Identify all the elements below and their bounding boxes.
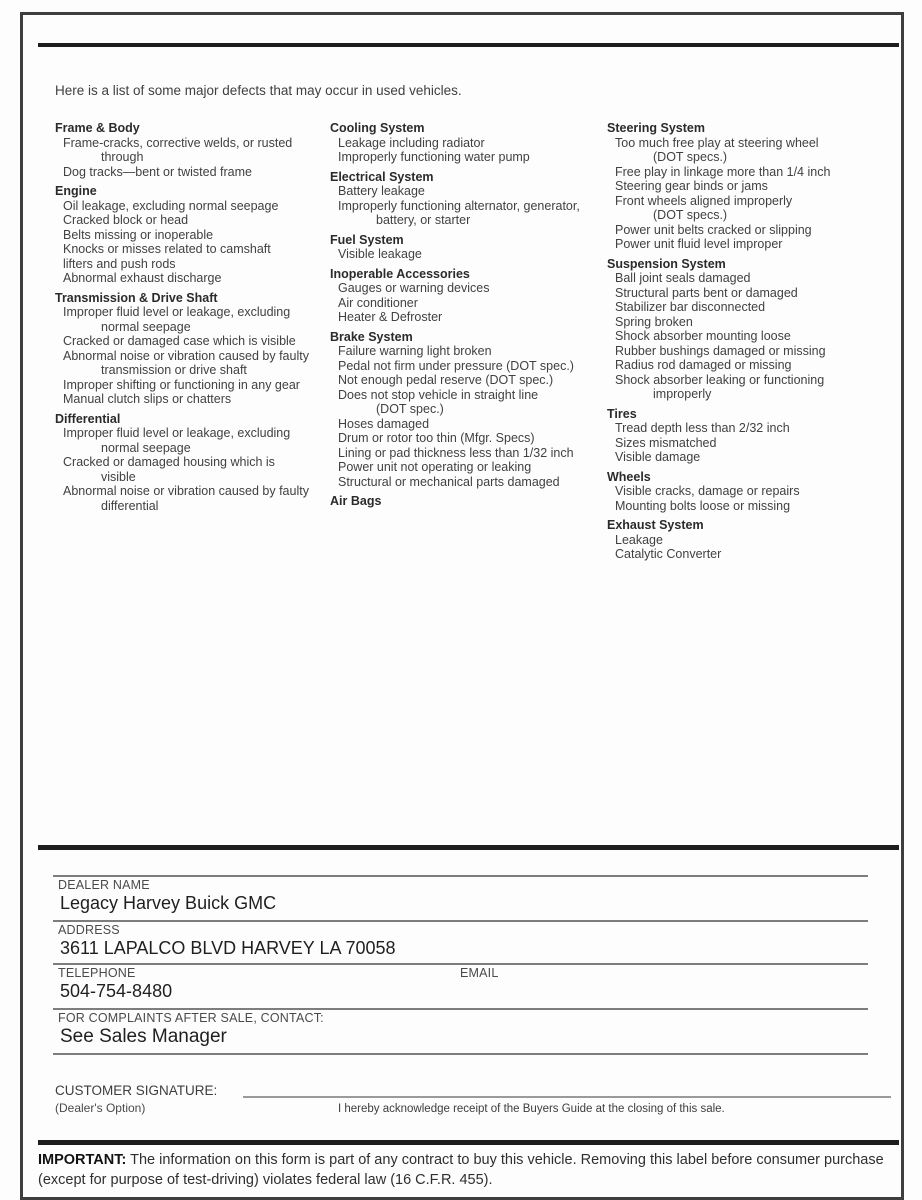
defect-item-line: Air conditioner bbox=[338, 295, 418, 310]
important-label: IMPORTANT: bbox=[38, 1152, 127, 1168]
complaints-value: See Sales Manager bbox=[60, 1026, 227, 1047]
defect-item-line: Catalytic Converter bbox=[615, 547, 722, 561]
defect-column-2 bbox=[330, 121, 607, 562]
defect-item-line: Frame-cracks, corrective welds, or rusted bbox=[63, 135, 293, 150]
defect-item-line: (DOT specs.) bbox=[653, 150, 728, 164]
defect-item-line: Lining or pad thickness less than 1/32 inch bbox=[338, 445, 574, 460]
defect-item-line: Hoses damaged bbox=[338, 416, 430, 431]
defect-item-line: Radius rod damaged or missing bbox=[615, 358, 792, 372]
defect-item-line: improperly bbox=[653, 387, 712, 401]
defect-section-heading: Inoperable Accessories bbox=[330, 266, 470, 281]
dealer-name-value: Legacy Harvey Buick GMC bbox=[60, 893, 277, 913]
defect-item-line: Improperly functioning water pump bbox=[338, 150, 530, 164]
defect-item-line: Steering gear binds or jams bbox=[615, 179, 768, 193]
defect-item-line: Power unit fluid level improper bbox=[615, 237, 783, 251]
dealer-name-field-rule bbox=[53, 875, 868, 877]
customer-signature-label: CUSTOMER SIGNATURE: bbox=[55, 1083, 218, 1098]
defect-item-line: Free play in linkage more than 1/4 inch bbox=[615, 164, 831, 179]
defect-item-line: Spring broken bbox=[615, 314, 693, 329]
defect-item-line: Cracked block or head bbox=[63, 213, 189, 227]
defect-item-line: transmission or drive shaft bbox=[101, 363, 247, 377]
defect-item-line: Shock absorber mounting loose bbox=[615, 329, 791, 343]
complaints-bottom-rule bbox=[53, 1053, 868, 1055]
complaints-field-rule bbox=[53, 1008, 868, 1010]
defect-item-line: Failure warning light broken bbox=[338, 344, 492, 358]
defect-item-line: Battery leakage bbox=[338, 184, 425, 198]
dealer-section-divider-rule bbox=[38, 845, 899, 850]
defect-item-line: Structural or mechanical parts damaged bbox=[338, 474, 560, 489]
defect-item-line: (DOT spec.) bbox=[376, 402, 444, 416]
defect-item-line: through bbox=[101, 150, 144, 164]
dealer-name-label: DEALER NAME bbox=[58, 878, 150, 892]
defect-section-heading: Engine bbox=[55, 184, 97, 198]
defect-item-line: Improper fluid level or leakage, excluding bbox=[63, 426, 291, 440]
defect-column-1 bbox=[55, 121, 330, 562]
telephone-label: TELEPHONE bbox=[58, 966, 136, 980]
dealers-option-note: (Dealer's Option) bbox=[55, 1101, 146, 1115]
address-label: ADDRESS bbox=[58, 923, 120, 937]
defect-item-line: lifters and push rods bbox=[63, 256, 176, 271]
defect-item-line: Structural parts bent or damaged bbox=[615, 285, 798, 300]
defect-item-line: Improperly functioning alternator, generator, bbox=[338, 198, 580, 213]
defect-item-line: visible bbox=[101, 469, 136, 484]
defect-item-line: Leakage including radiator bbox=[338, 135, 485, 150]
defect-item-line: Heater & Defroster bbox=[338, 310, 443, 324]
defect-item-line: Not enough pedal reserve (DOT spec.) bbox=[338, 373, 554, 387]
defect-item-line: (DOT specs.) bbox=[653, 208, 728, 222]
important-notice bbox=[38, 1150, 886, 1190]
defect-item-line: differential bbox=[101, 498, 159, 513]
defect-section-heading: Air Bags bbox=[330, 494, 382, 508]
defect-item-line: Abnormal exhaust discharge bbox=[63, 271, 222, 285]
defect-item-line: Stabilizer bar disconnected bbox=[615, 300, 766, 314]
defect-section-heading: Transmission & Drive Shaft bbox=[55, 290, 218, 305]
defect-section-heading: Tires bbox=[607, 406, 637, 421]
defect-columns bbox=[55, 121, 885, 562]
defect-section-heading: Steering System bbox=[607, 121, 705, 135]
defect-item-line: Abnormal noise or vibration caused by faulty bbox=[63, 484, 309, 498]
telephone-field-rule bbox=[53, 963, 868, 965]
address-value: 3611 LAPALCO BLVD HARVEY LA 70058 bbox=[60, 938, 396, 958]
defect-section-heading: Fuel System bbox=[330, 232, 404, 247]
top-divider-rule bbox=[38, 43, 899, 47]
defect-item-line: Tread depth less than 2/32 inch bbox=[615, 421, 790, 435]
defect-section-heading: Cooling System bbox=[330, 121, 425, 135]
complaints-label: FOR COMPLAINTS AFTER SALE, CONTACT: bbox=[58, 1011, 324, 1025]
form-page-border bbox=[20, 12, 904, 1200]
defect-item-line: Abnormal noise or vibration caused by faulty bbox=[63, 348, 309, 363]
defect-item-line: Improper shifting or functioning in any gear bbox=[63, 377, 300, 392]
footer-divider-rule bbox=[38, 1140, 899, 1145]
defect-item-line: normal seepage bbox=[101, 319, 191, 334]
important-text: The information on this form is part of any contract to buy this vehicle. Removing this label before consumer purchase (except for purpose of test-driving) violates federal law (16 C.F.R. 455). bbox=[38, 1152, 884, 1188]
customer-signature-line bbox=[243, 1096, 891, 1098]
defect-item-line: Pedal not firm under pressure (DOT spec.) bbox=[338, 358, 574, 373]
defect-item-line: Cracked or damaged case which is visible bbox=[63, 334, 296, 348]
defect-item-line: Drum or rotor too thin (Mfgr. Specs) bbox=[338, 431, 535, 445]
address-field-rule bbox=[53, 920, 868, 922]
defect-item-line: Knocks or misses related to camshaft bbox=[63, 242, 271, 256]
defect-item-line: Does not stop vehicle in straight line bbox=[338, 387, 539, 402]
defect-item-line: Power unit belts cracked or slipping bbox=[615, 222, 812, 237]
defect-item-line: Improper fluid level or leakage, excluding bbox=[63, 305, 291, 319]
defect-item-line: Gauges or warning devices bbox=[338, 281, 490, 295]
acknowledgment-text: I hereby acknowledge receipt of the Buyers Guide at the closing of this sale. bbox=[338, 1103, 725, 1115]
defect-item-line: Shock absorber leaking or functioning bbox=[615, 372, 825, 387]
defect-item-line: Visible cracks, damage or repairs bbox=[615, 484, 800, 498]
defect-section-heading: Differential bbox=[55, 411, 121, 426]
defect-item-line: normal seepage bbox=[101, 440, 191, 455]
defect-section-heading: Frame & Body bbox=[55, 121, 140, 135]
intro-text: Here is a list of some major defects that may occur in used vehicles. bbox=[55, 83, 462, 98]
defect-item-line: battery, or starter bbox=[376, 213, 471, 227]
defect-item-line: Dog tracks—bent or twisted frame bbox=[63, 164, 252, 179]
defect-section-heading: Electrical System bbox=[330, 169, 434, 184]
email-label: EMAIL bbox=[460, 966, 499, 980]
defect-item-line: Front wheels aligned improperly bbox=[615, 193, 793, 208]
defect-column-3 bbox=[607, 121, 885, 562]
defect-item-line: Cracked or damaged housing which is bbox=[63, 455, 275, 469]
defect-item-line: Sizes mismatched bbox=[615, 435, 717, 450]
defect-section-heading: Brake System bbox=[330, 329, 413, 344]
defect-item-line: Rubber bushings damaged or missing bbox=[615, 343, 826, 358]
telephone-value: 504-754-8480 bbox=[60, 981, 173, 1001]
defect-item-line: Belts missing or inoperable bbox=[63, 227, 214, 242]
defect-item-line: Visible damage bbox=[615, 450, 701, 464]
defect-item-line: Manual clutch slips or chatters bbox=[63, 392, 232, 406]
defect-section-heading: Suspension System bbox=[607, 256, 726, 271]
defect-item-line: Too much free play at steering wheel bbox=[615, 135, 819, 150]
defect-item-line: Power unit not operating or leaking bbox=[338, 460, 532, 474]
defect-item-line: Ball joint seals damaged bbox=[615, 271, 751, 285]
defect-section-heading: Wheels bbox=[607, 469, 651, 484]
defect-item-line: Leakage bbox=[615, 532, 663, 547]
defect-item-line: Oil leakage, excluding normal seepage bbox=[63, 198, 279, 213]
defect-item-line: Mounting bolts loose or missing bbox=[615, 498, 791, 513]
defect-item-line: Visible leakage bbox=[338, 247, 422, 261]
defect-section-heading: Exhaust System bbox=[607, 518, 704, 532]
